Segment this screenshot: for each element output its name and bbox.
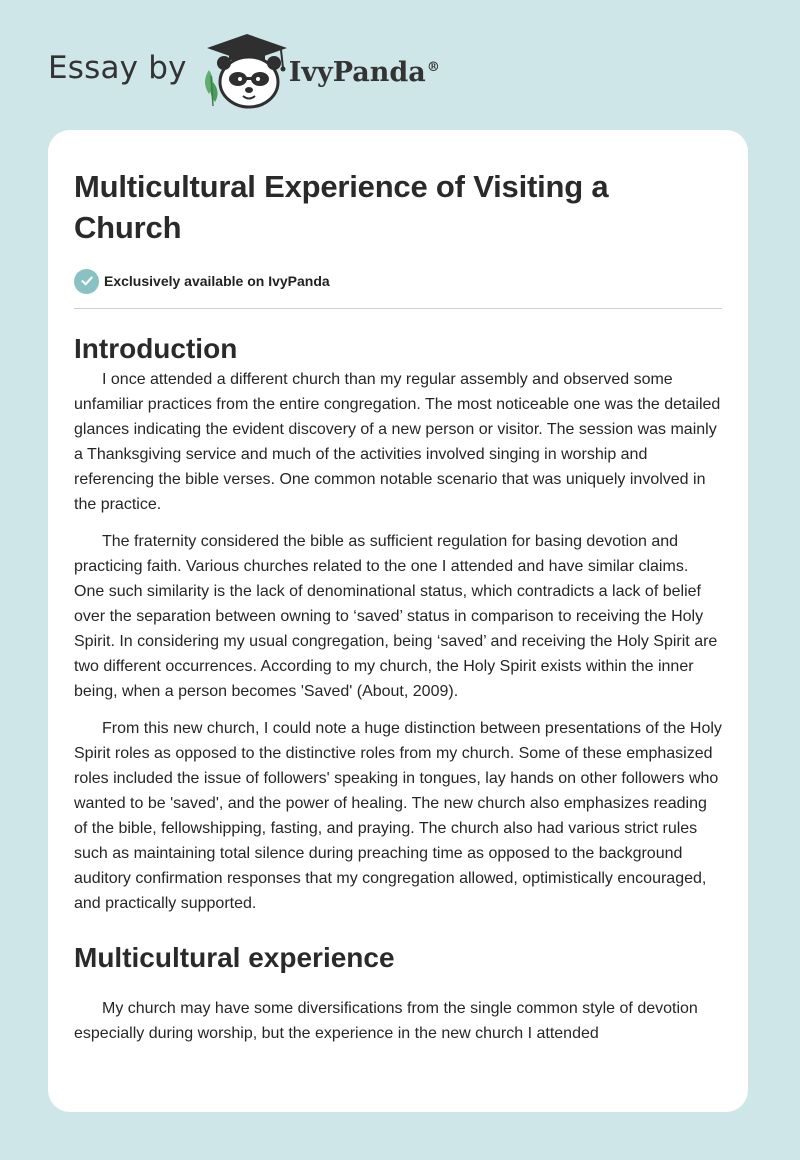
article-card xyxy=(48,130,748,1112)
paragraph: From this new church, I could note a huge distinction between presentations of the Holy Spirit roles as opposed to the distinctive roles from my church. Some of these emphasized roles included the issue of followers' speaking in tongues, lay hands on other followers who wanted to be 'saved', and the power of healing. The new church also emphasizes reading of the bible, fellowshipping, fasting, and praying. The church also had various strict rules such as maintaining total silence during preaching time as opposed to the background auditory confirmation responses that my congregation allowed, optimistically encouraged, and practically supported. xyxy=(74,720,722,912)
brand-name-text: IvyPanda xyxy=(288,56,426,88)
brand-name[interactable] xyxy=(289,57,440,88)
site-header xyxy=(48,30,440,110)
exclusive-label: Exclusively available on IvyPanda xyxy=(104,273,330,289)
article-title: Multicultural Experience of Visiting a Church xyxy=(74,169,609,245)
brand-prefix: Essay by xyxy=(48,50,187,86)
divider xyxy=(74,308,722,309)
panda-graduate-icon[interactable] xyxy=(199,30,295,110)
check-icon xyxy=(74,269,99,294)
paragraph: My church may have some diversifications from the single common style of devotion especially during worship, but the experience in the new church I attended xyxy=(74,1000,698,1042)
section-heading-multicultural-experience: Multicultural experience xyxy=(74,942,395,973)
paragraph: I once attended a different church than my regular assembly and observed some unfamiliar practices from the entire congregation. The most noticeable one was the detailed glances indicating the evident discovery of a new person or visitor. The session was mainly a Thanksgiving service and much of the activities involved singing in worship and referencing the bible verses. One common notable scenario that was uniquely involved in the practice. xyxy=(74,371,721,513)
exclusive-badge xyxy=(74,268,722,294)
registered-mark: ® xyxy=(426,59,440,75)
section-heading-introduction: Introduction xyxy=(74,333,238,364)
paragraph: The fraternity considered the bible as sufficient regulation for basing devotion and practicing faith. Various churches related to the one I attended and have similar claims. One such similarity is the lack of denominational status, which contradicts a lack of belief over the separation between owning to ‘saved’ status in comparison to receiving the Holy Spirit. In considering my usual congregation, being ‘saved’ and receiving the Holy Spirit are two different occurrences. According to my church, the Holy Spirit exists within the inner being, when a person becomes 'Saved' (About, 2009). xyxy=(74,533,718,700)
